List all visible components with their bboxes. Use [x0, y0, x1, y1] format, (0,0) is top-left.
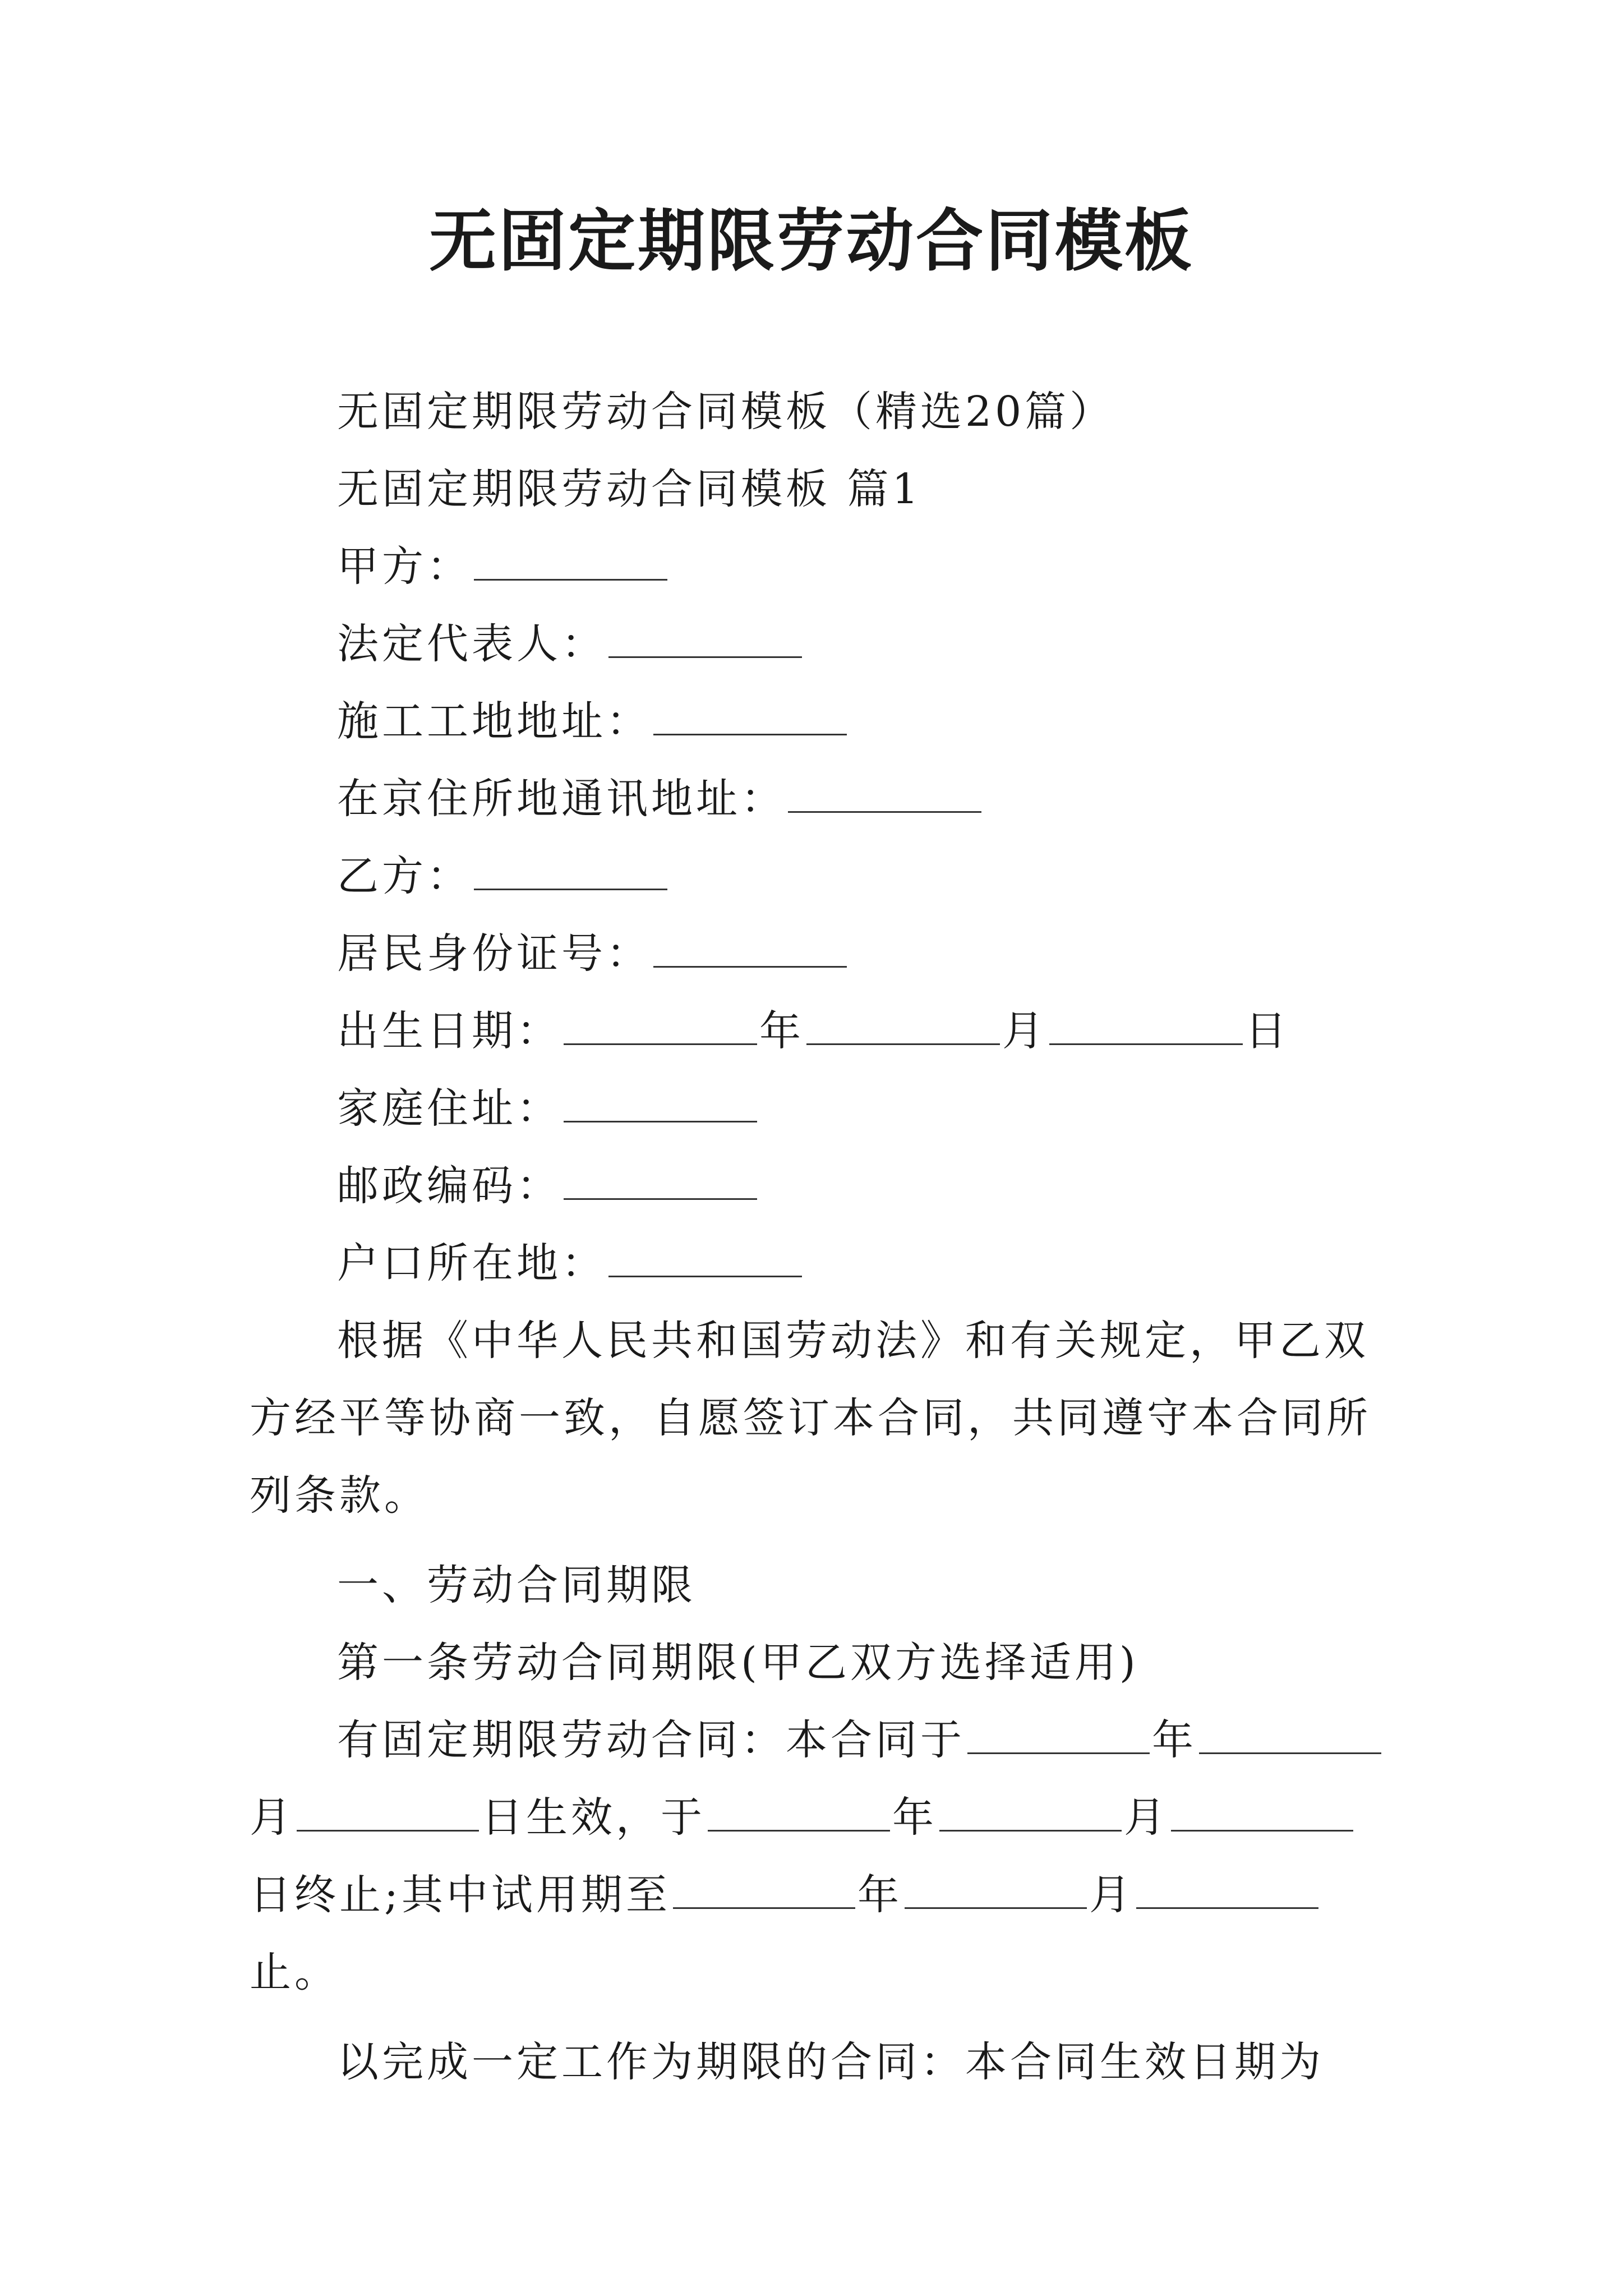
legal-rep-line: [250, 605, 1388, 683]
fixed-term-terminate: 日终止;其中试用期至: [250, 1871, 671, 1919]
fixed-term-lead: 有固定期限劳动合同：本合同于: [337, 1716, 965, 1764]
end-year-blank[interactable]: [708, 1788, 890, 1832]
id-number-blank[interactable]: [653, 924, 847, 968]
document-title: 无固定期限劳动合同模板: [429, 201, 1194, 280]
id-number-label: 居民身份证号：: [337, 930, 651, 978]
postal-code-label: 邮政编码：: [337, 1162, 561, 1210]
start-day-blank[interactable]: [297, 1788, 479, 1832]
party-a-blank[interactable]: [474, 537, 667, 581]
household-reg-label: 户口所在地：: [337, 1239, 606, 1287]
probation-month-blank[interactable]: [905, 1866, 1087, 1909]
site-address-blank[interactable]: [653, 692, 847, 735]
fixed-term-paragraph: [250, 1701, 1388, 2011]
id-number-line: [250, 915, 1388, 992]
site-address-label: 施工工地地址：: [337, 697, 651, 746]
beijing-address-blank[interactable]: [788, 770, 981, 813]
site-address-line: [250, 683, 1388, 760]
home-address-line: [250, 1070, 1388, 1147]
year-label: 年: [759, 1007, 804, 1055]
document-body: [250, 373, 1388, 2101]
birth-date-label: 出生日期：: [337, 1007, 561, 1055]
postal-code-blank[interactable]: [564, 1157, 757, 1200]
start-month-label: 月: [250, 1793, 294, 1842]
intro-paragraph: 根据《中华人民共和国劳动法》和有关规定，甲乙双方经平等协商一致，自愿签订本合同，共同遵守本合同所列条款。: [250, 1317, 1371, 1520]
end-year-label: 年: [892, 1793, 937, 1842]
end-month-blank[interactable]: [939, 1788, 1122, 1832]
beijing-address-label: 在京住所地通讯地址：: [337, 775, 786, 823]
birth-month-blank[interactable]: [806, 1002, 1000, 1045]
household-reg-blank[interactable]: [608, 1234, 802, 1277]
home-address-label: 家庭住址：: [337, 1084, 561, 1133]
beijing-address-line: [250, 760, 1388, 838]
probation-year-blank[interactable]: [673, 1866, 855, 1909]
party-a-line: [250, 528, 1388, 605]
subtitle: 无固定期限劳动合同模板（精选20篇）: [337, 388, 1115, 436]
legal-rep-blank[interactable]: [608, 615, 802, 658]
probation-day-blank[interactable]: [1136, 1866, 1318, 1909]
home-address-blank[interactable]: [564, 1079, 757, 1122]
fixed-term-end: 止。: [250, 1948, 339, 1996]
party-b-label: 乙方：: [337, 852, 472, 900]
start-year-blank[interactable]: [967, 1711, 1150, 1754]
end-month-label: 月: [1124, 1793, 1169, 1842]
task-contract-paragraph: 以完成一定工作为期限的合同：本合同生效日期为: [337, 2038, 1324, 2086]
end-day-blank[interactable]: [1171, 1788, 1353, 1832]
month-label: 月: [1002, 1007, 1047, 1055]
birth-year-blank[interactable]: [564, 1002, 757, 1045]
legal-rep-label: 法定代表人：: [337, 620, 606, 668]
section-heading: 无固定期限劳动合同模板 篇1: [337, 465, 922, 513]
day-label: 日: [1245, 1007, 1290, 1055]
probation-year-label: 年: [857, 1871, 902, 1919]
postal-code-line: [250, 1147, 1388, 1225]
start-year-label: 年: [1152, 1716, 1197, 1764]
household-reg-line: [250, 1225, 1388, 1302]
party-b-blank[interactable]: [474, 847, 667, 890]
article-one-heading: 第一条劳动合同期限(甲乙双方选择适用): [337, 1639, 1139, 1687]
start-month-blank[interactable]: [1199, 1711, 1381, 1754]
chapter-one-heading: 一、劳动合同期限: [337, 1561, 696, 1609]
birth-date-line: [250, 992, 1388, 1070]
birth-day-blank[interactable]: [1049, 1002, 1243, 1045]
fixed-term-effective: 日生效，于: [481, 1793, 706, 1842]
party-b-line: [250, 838, 1388, 915]
probation-month-label: 月: [1089, 1871, 1134, 1919]
party-a-label: 甲方：: [337, 542, 472, 591]
